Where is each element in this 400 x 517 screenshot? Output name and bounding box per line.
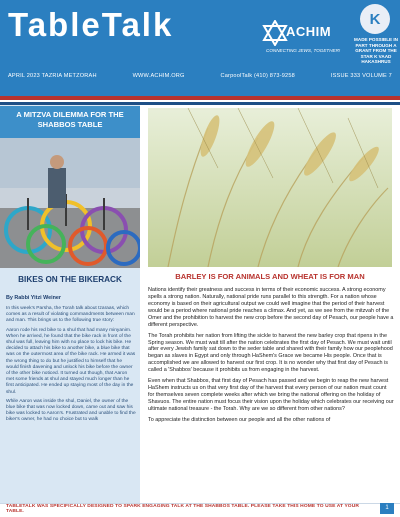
issue-number: ISSUE 333 VOLUME 7 [330, 73, 392, 79]
page-number: 1 [380, 503, 394, 514]
wheat-photo [148, 108, 392, 267]
article-body [148, 287, 394, 428]
bike-paragraph: While Aaron was inside the shul, Daniel, the owner of the blue bike that was now locked down, came out and saw his bike was locked to Aaron's. Frustrated and unable to find the biker's owner, he had no choice but to walk [6, 398, 136, 423]
article-paragraph: The Torah prohibits her nation from lifting the sickle to harvest the new barley crop that ripens in the Spring season. We must wait till after the nation celebrates the first day of Pesach. We must wait until after every Jewish family sat down to the seder table and shared with their family how our peoplehood began as slaves in Egypt and only through HaShem's Grace we became His people. Once that is accomplished we are allowed to harvest our first crop. It is no wonder why that first day of Pesach is called a 'Shabbos' because it prohibits us from engaging in the harvest. [148, 332, 393, 374]
bike-paragraph: Aaron rode his red bike to a shul that had many minyanim. When he arrived, he found that the bike rack in front of the shul was full, leaving him with no place to lock his bike. He decided to attach his bike to another bike, a blue bike that was on the outermost area of the bike rack. He armed it was the wrong thing to do but he justified to himself that he would finish davening and unlock his bike before the owner of the other bike noticed. It turned out though, that Aaron met some friends at shul and stayed much longer than he first anticipated. He ended up staying most of the day in the shul. [6, 327, 136, 395]
carpool-phone: CarpoolTalk (410) 873-9258 [220, 73, 295, 79]
star-k-icon: K [360, 4, 390, 34]
issue-date: APRIL 2023 TAZRIA METZORAH [8, 73, 97, 79]
achim-tagline: CONNECTING JEWS, TOGETHER! [266, 48, 341, 53]
bike-story-title: BIKES ON THE BIKERACK [18, 275, 122, 284]
dilemma-section-title: A MITZVA DILEMMA FOR THE SHABBOS TABLE [0, 106, 140, 138]
publication-title: TableTalk [8, 6, 174, 43]
grant-notice: MADE POSSIBLE IN PART THROUGH A GRANT FROM THE STAR K VAAD HAKASHRUS [354, 37, 398, 65]
bike-story-byline: By Rabbi Yitzi Weiner [6, 295, 62, 301]
article-paragraph: Nations identify their greatness and success in terms of their economic success. A strong economy spells a strong nation. Naturally, national pride runs parallel to this strength. For a nation whose economy is based on their agricultural output we could well imagine that the period of their harvest would be a period where national pride reaches a climax. And yet, as we see from the mitzvah of the Omer and the prohibition to harvest the new crop before the second day of Pesach, our people have a different perspective. [148, 287, 394, 328]
achim-logo [262, 18, 342, 58]
bikes-photo [0, 138, 140, 268]
article-paragraph: To appreciate the distinction between our people and all the other nations of [148, 416, 331, 423]
article-paragraph: Even when that Shabbos, that first day of Pesach has passed and we begin to reap the new harvest HaShem instructs us on that very first day of the harvest that every person of our nation must count for themselves seven complete weeks after which we bring the national offering on the holiday of Shavuos. The entire nation must focus their vision upon the holiday which celebrates our receiving our ultimate national treasure - the Torah. Why are we so different from other nations? [148, 378, 394, 412]
website-link[interactable]: WWW.ACHIM.ORG [132, 73, 185, 79]
issue-bar [8, 73, 392, 79]
article-headline: BARLEY IS FOR ANIMALS AND WHEAT IS FOR MAN [175, 272, 365, 281]
bike-story-body [6, 306, 136, 427]
footer-note: TABLETALK WAS SPECIFICALLY DESIGNED TO SPARK ENGAGING TALK AT THE SHABBOS TABLE. PLEASE TAKE THIS HOME TO USE AT YOUR TABLE. [6, 504, 359, 514]
bike-paragraph: In this week's Parsha, the Torah talk about tzaraas, which comes as a result of violating commandments between man and man. This brings us to the following true story: [6, 306, 135, 324]
achim-name: ACHIM [286, 24, 332, 39]
star-of-david-icon [262, 20, 288, 46]
